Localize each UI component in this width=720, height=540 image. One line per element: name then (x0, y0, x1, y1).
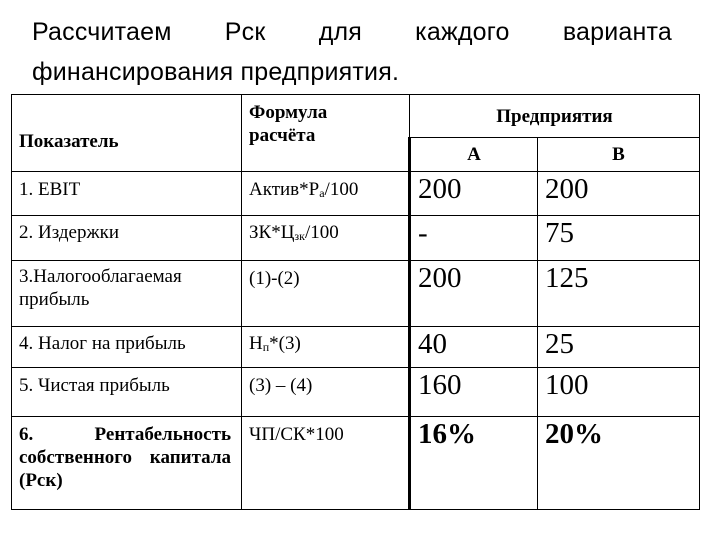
header-formula (242, 95, 410, 172)
row-indicator: 4. Налог на прибыль (12, 327, 242, 368)
header-indicator (12, 95, 242, 172)
header-enterprises (410, 95, 700, 138)
header-enterprises-label: Предприятия (496, 105, 613, 127)
header-col-b-label: В (612, 144, 625, 165)
table-row (12, 417, 700, 510)
row-formula (242, 216, 410, 261)
header-col-a-label: А (467, 144, 481, 165)
formula-text: ЗК*Ц (249, 222, 295, 243)
row-formula (242, 172, 410, 216)
formula-tail: /100 (324, 179, 359, 200)
row-value-a: - (410, 216, 538, 261)
row-value-b: 25 (538, 327, 700, 368)
header-col-a (410, 138, 538, 172)
header-col-b (538, 138, 700, 172)
table-row (12, 172, 700, 216)
header-formula-label: Формула расчёта (249, 102, 328, 146)
row-value-b: 75 (538, 216, 700, 261)
table-row (12, 261, 700, 327)
row-value-a: 200 (410, 261, 538, 327)
row-value-a: 40 (410, 327, 538, 368)
row-formula (242, 327, 410, 368)
row-value-b: 125 (538, 261, 700, 327)
row-indicator: 1. EBIT (12, 172, 242, 216)
row-value-b: 20% (538, 417, 700, 510)
formula-subscript: п (262, 340, 270, 354)
row-indicator: 6. Рентабельность собственного капитала (Рск) (12, 417, 242, 510)
formula-text: Н (249, 333, 263, 354)
row-formula: (1)-(2) (242, 261, 410, 327)
financing-table (11, 94, 700, 510)
formula-tail: *(3) (269, 333, 301, 354)
formula-tail: /100 (305, 222, 339, 243)
table-row (12, 216, 700, 261)
table-row (12, 327, 700, 368)
table-row (12, 368, 700, 417)
row-value-a: 160 (410, 368, 538, 417)
formula-subscript: а (319, 186, 325, 200)
row-value-a: 16% (410, 417, 538, 510)
slide-title: Рассчитаем Рск для каждого варианта финансирования предприятия. (32, 18, 672, 86)
row-indicator: 3.Налогооблагаемая прибыль (12, 261, 242, 327)
row-value-b: 100 (538, 368, 700, 417)
row-value-a: 200 (410, 172, 538, 216)
header-indicator-label: Показатель (19, 131, 119, 152)
row-indicator: 5. Чистая прибыль (12, 368, 242, 417)
row-indicator: 2. Издержки (12, 216, 242, 261)
row-formula: (3) – (4) (242, 368, 410, 417)
row-value-b: 200 (538, 172, 700, 216)
formula-subscript: зк (294, 229, 305, 243)
formula-text: Актив*Р (249, 179, 320, 200)
row-formula: ЧП/СК*100 (242, 417, 410, 510)
